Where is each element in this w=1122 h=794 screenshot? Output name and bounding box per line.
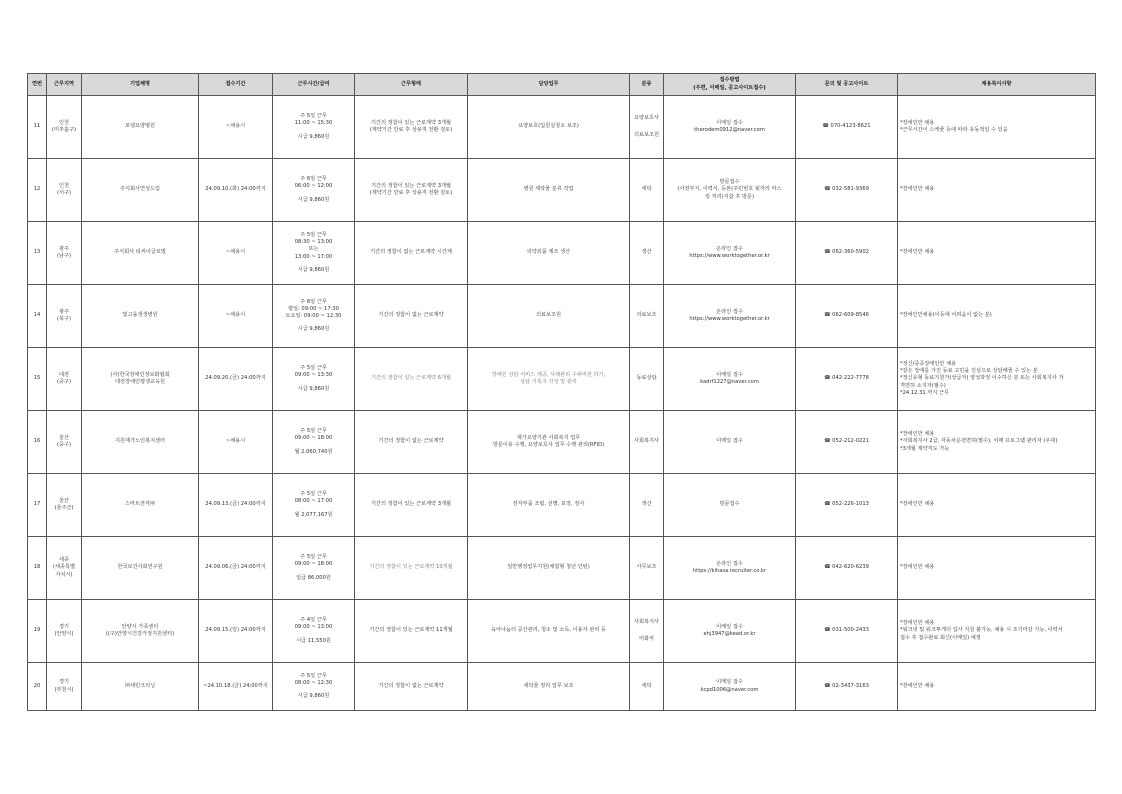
hours-line: 주 4일 근무 (300, 617, 327, 624)
region-line: 경기 (58, 623, 70, 630)
notes-line: *사회복지사 2급, 자동차운전면허(필수), 치매 프로그램 관리자 (우대) (900, 438, 1058, 445)
cell-category (630, 285, 664, 348)
hours-line: 주 5일 근무 (300, 231, 327, 238)
hours-line: 주 5일 근무 (300, 113, 327, 120)
category-line: 의료보조 (636, 312, 657, 319)
cell-period: 24.09.10.(화) 24:00까지 (199, 159, 273, 222)
pay-line: 일급 86,000원 (296, 574, 331, 581)
table-row (28, 348, 1096, 411)
cell-method (664, 411, 796, 474)
notes-line: *장애인만채용(이동에 어려움이 없는 분) (900, 312, 992, 319)
cell-notes (898, 285, 1096, 348)
type-line: 기간의 정함이 있는 근로계약 6개월 (370, 375, 452, 382)
cell-type (355, 159, 468, 222)
cell-hours-pay (273, 348, 355, 411)
cell-method (664, 663, 796, 711)
hours-line: 주 6일 근무 (300, 298, 327, 305)
category-line: 사회복지사 (633, 438, 660, 445)
cell-type (355, 285, 468, 348)
table-row (28, 663, 1096, 711)
category-line: 생산 (641, 249, 652, 256)
table-row (28, 537, 1096, 600)
method-line: 방문접수 (719, 501, 740, 508)
cell-type (355, 222, 468, 285)
duty-line: 일반행정업무지원(체험형 청년 인턴) (507, 564, 590, 571)
region-line: (세종특별 (52, 564, 76, 571)
method-line: 온라인 접수 (716, 560, 743, 567)
cell-method (664, 222, 796, 285)
cell-region (47, 96, 82, 159)
method-line: 이메일 접수 (716, 438, 743, 445)
cell-method (664, 537, 796, 600)
cell-no: 14 (28, 285, 47, 348)
cell-duty (468, 600, 630, 663)
header-hours-pay: 근무시간/급여 (273, 74, 355, 96)
cell-type (355, 537, 468, 600)
region-line: (미추홀구) (51, 127, 77, 133)
cell-type (355, 663, 468, 711)
hours-line: 또는 (308, 246, 319, 253)
notes-line: *24.12.31.까지 근무 (900, 389, 950, 396)
cell-category (630, 96, 664, 159)
spacer (632, 122, 661, 132)
cell-duty (468, 96, 630, 159)
region-line: (부천시) (54, 686, 74, 693)
method-line: 킹 처리)지참 후 방문) (704, 193, 755, 200)
method-line: kadrf1227@naver.com (700, 379, 759, 385)
hours-line: 08:30 ~ 13:00 (294, 239, 333, 246)
category-line: 동료상담 (636, 375, 657, 382)
cell-duty (468, 537, 630, 600)
pay-line: 시급 9,860원 (297, 385, 330, 392)
cell-type (355, 411, 468, 474)
cell-no: 20 (28, 663, 47, 711)
method-line: 온라인 접수 (716, 308, 743, 315)
pay-line: 시급 11,550원 (296, 637, 331, 644)
cell-company (82, 159, 199, 222)
cell-contact: ☎ 032-581-9369 (796, 159, 898, 222)
method-line: 온라인 접수 (716, 245, 743, 252)
method-line: ehj3947@kead.or.kr (703, 631, 756, 637)
category-line: 의료보조원 (633, 132, 660, 138)
duty-line: 방문이용 수행, 요양보호사 업무 수행 관리(RFID) (492, 442, 605, 448)
notes-line: *장애인만 채용 (900, 431, 935, 438)
cell-contact: ☎ 042-222-7778 (796, 348, 898, 411)
cell-method (664, 348, 796, 411)
notes-line: *장애인만 채용 (900, 501, 935, 508)
cell-period: 24.09.15.(일) 24:00까지 (199, 600, 273, 663)
header-period: 접수기간 (199, 74, 273, 96)
cell-hours-pay (273, 663, 355, 711)
cell-method (664, 600, 796, 663)
duty-line: 장애인 상담 서비스 제공, 사례관리 수퍼비전 하기, (491, 371, 606, 378)
cell-notes (898, 348, 1096, 411)
region-line: (안양시) (54, 631, 74, 637)
type-line: 기간의 정함이 있는 근로계약 11개월 (369, 627, 453, 634)
cell-method (664, 96, 796, 159)
company-line: 대전장애인평생교육원 (114, 379, 166, 385)
cell-notes (898, 159, 1096, 222)
company-line: (사)한국장애인정보화협회 (110, 371, 170, 378)
duty-line: 세탁물 정리 업무 보조 (523, 682, 574, 689)
duty-line: 상담 기록지 작성 및 관리 (520, 379, 577, 385)
notes-line: *장애인만 채용 (900, 564, 935, 571)
table-row (28, 159, 1096, 222)
hours-line: 토요일: 09:00 ~ 12:30 (285, 313, 342, 319)
type-line: (계약기간 만료 후 상용직 전환 검토) (369, 190, 453, 196)
cell-region (47, 663, 82, 711)
table-row (28, 600, 1096, 663)
cell-company (82, 663, 199, 711)
cell-notes (898, 222, 1096, 285)
notes-line: *장애인만 채용 (900, 249, 935, 256)
cell-no: 15 (28, 348, 47, 411)
cell-hours-pay (273, 222, 355, 285)
company-line: ((구)안양시건강가정지원센터) (105, 631, 175, 637)
cell-period: ~채용시 (199, 285, 273, 348)
duty-line: 육아나눔터 공간관리, 청소 및 소독, 이용자 관리 등 (490, 627, 607, 634)
cell-period: ~채용시 (199, 222, 273, 285)
category-line: 세탁 (641, 186, 652, 193)
cell-contact: ☎ 052-212-0221 (796, 411, 898, 474)
notes-line: *3개월 계약직도 가능 (900, 445, 950, 452)
notes-line: 접수 후 접수완료 회신(이메일) 예정 (900, 634, 981, 641)
cell-notes (898, 600, 1096, 663)
region-line: 인천 (58, 119, 70, 126)
cell-duty (468, 159, 630, 222)
hours-line: 09:00 ~ 18:00 (294, 561, 333, 568)
region-line: (남구) (56, 253, 72, 259)
cell-duty (468, 474, 630, 537)
cell-no: 16 (28, 411, 47, 474)
cell-no: 17 (28, 474, 47, 537)
cell-region (47, 222, 82, 285)
cell-type (355, 474, 468, 537)
cell-contact: ☎ 042-620-6239 (796, 537, 898, 600)
cell-category (630, 348, 664, 411)
region-line: 세종 (58, 557, 70, 564)
header-duty: 담당업무 (468, 74, 630, 96)
method-line: 이메일 접수 (716, 119, 743, 126)
region-line: 광주 (58, 245, 70, 252)
duty-line: 의료보조원 (535, 312, 562, 319)
table-row (28, 474, 1096, 537)
region-line: (서구) (56, 190, 72, 196)
notes-line: 격면허 소지자(필수) (900, 382, 946, 389)
cell-region (47, 600, 82, 663)
category-line: 세탁 (641, 682, 652, 689)
pay-line: 시급 9,860원 (297, 196, 330, 203)
region-line: 대전 (58, 371, 70, 378)
method-line: https://www.worktogether.or.kr (689, 253, 770, 259)
cell-duty (468, 285, 630, 348)
header-region: 근무지역 (47, 74, 82, 96)
cell-method (664, 285, 796, 348)
type-line: (계약기간 만료 후 상용직 전환 검토) (369, 127, 453, 133)
cell-hours-pay (273, 411, 355, 474)
region-line: 광주 (58, 308, 70, 315)
region-line: (중구) (56, 442, 72, 448)
cell-category (630, 537, 664, 600)
company-line: 빛고을생생병원 (122, 312, 158, 319)
cell-category (630, 474, 664, 537)
method-line: https://kihasa.recruiter.co.kr (692, 568, 767, 574)
header-method-line2: (우편, 이메일, 공고사이트접수) (693, 84, 766, 91)
cell-company (82, 285, 199, 348)
region-line: 인천 (58, 182, 70, 189)
cell-duty (468, 222, 630, 285)
hours-line: 09:00 ~ 13:00 (294, 624, 333, 631)
method-line: 이메일 접수 (716, 679, 743, 686)
notes-line: *정신/중증장애인만 채용 (900, 360, 957, 367)
pay-line: 시급 9,860원 (297, 266, 330, 273)
cell-contact: ☎ 070-4123-8621 (796, 96, 898, 159)
duty-line: 요양보호(입원실청소 보조) (518, 123, 579, 130)
method-line: 이메일 접수 (716, 371, 743, 378)
category-line: 사회복지사 (633, 618, 660, 625)
cell-no: 12 (28, 159, 47, 222)
table-row (28, 222, 1096, 285)
method-line: therodem0912@naver.com (694, 127, 765, 133)
header-type: 근무형태 (355, 74, 468, 96)
method-line: (사전부지, 이력서, 등본(주민번호 뒷자리 마스 (677, 186, 782, 193)
type-line: 기간의 정함이 없는 근로계약 시간제 (370, 249, 452, 256)
type-line: 기간의 정함이 없는 근로계약 (378, 438, 444, 445)
cell-contact: ☎ 02-3437-3163 (796, 663, 898, 711)
hours-line: 08:00 ~ 12:30 (294, 679, 333, 686)
type-line: 기간의 정함이 있는 근로계약 10개월 (369, 564, 453, 571)
cell-notes (898, 663, 1096, 711)
pay-line: 시급 9,860원 (297, 693, 330, 700)
type-line: 기간의 정함이 있는 근로계약 3개월 (370, 119, 452, 126)
cell-method (664, 474, 796, 537)
hours-line: 11:00 ~ 15:30 (294, 120, 333, 127)
table-header-row (28, 74, 1096, 96)
cell-region (47, 411, 82, 474)
notes-line: *같은 장애를 가진 동료 고민을 진심으로 상담해줄 수 있는 분 (900, 368, 1038, 375)
header-company: 기업체명 (82, 74, 199, 96)
cell-notes (898, 474, 1096, 537)
header-no: 연번 (28, 74, 47, 96)
cell-region (47, 285, 82, 348)
cell-period: ~채용시 (199, 411, 273, 474)
cell-company (82, 411, 199, 474)
cell-hours-pay (273, 474, 355, 537)
cell-no: 13 (28, 222, 47, 285)
cell-category (630, 411, 664, 474)
hours-line: 주 5일 근무 (300, 365, 327, 372)
cell-type (355, 96, 468, 159)
cell-duty (468, 348, 630, 411)
company-line: 한국보건사회연구원 (117, 564, 163, 571)
category-line: 사무보조 (636, 564, 657, 571)
header-notes: 채용특이사항 (898, 74, 1096, 96)
cell-hours-pay (273, 96, 355, 159)
category-line: 요양보호사 (633, 114, 660, 121)
cell-hours-pay (273, 159, 355, 222)
cell-no: 18 (28, 537, 47, 600)
cell-company (82, 600, 199, 663)
hours-line: 주 5일 근무 (300, 554, 327, 561)
type-line: 기간의 정함이 없는 근로계약 (378, 682, 444, 689)
table-row (28, 96, 1096, 159)
header-method-line1: 접수방법 (719, 77, 740, 84)
region-line: 자치시) (55, 571, 73, 578)
hours-line: 09:00 ~ 18:00 (294, 435, 333, 442)
cell-period: ~채용시 (199, 96, 273, 159)
type-line: 기간의 정함이 있는 근로계약 3개월 (370, 501, 452, 508)
hours-line: 09:00 ~ 13:30 (294, 372, 333, 379)
company-line: 스마트전자㈜ (124, 501, 156, 508)
cell-region (47, 159, 82, 222)
method-line: kcpd1006@naver.com (700, 686, 759, 693)
header-contact: 문의 및 공고사이트 (796, 74, 898, 96)
duty-line: 병원 세탁물 분류 작업 (523, 186, 574, 193)
category-line: 미화직 (638, 636, 655, 642)
company-line: 지원재가노인복지센터 (114, 438, 166, 445)
notes-line: *정신유형 동료지원가(상급자) 양성과정 이수하신 분 또는 사회복지사 자 (900, 375, 1064, 382)
job-listing-table (27, 73, 1096, 711)
cell-hours-pay (273, 285, 355, 348)
duty-line: 의약외품 제조 생산 (526, 249, 571, 256)
cell-region (47, 537, 82, 600)
company-line: 주식회사연성드림 (119, 186, 161, 193)
region-line: (북구) (56, 316, 72, 322)
cell-duty (468, 663, 630, 711)
cell-category (630, 663, 664, 711)
duty-line: 재가요양기관 사회복지 업무 (516, 434, 581, 441)
method-line: 방문접수 (719, 179, 740, 186)
cell-contact: ☎ 062-360-5902 (796, 222, 898, 285)
header-category: 분류 (630, 74, 664, 96)
table-row (28, 411, 1096, 474)
table-row (28, 285, 1096, 348)
cell-no: 19 (28, 600, 47, 663)
cell-notes (898, 411, 1096, 474)
spacer (632, 626, 661, 636)
cell-hours-pay (273, 537, 355, 600)
header-method (664, 74, 796, 96)
duty-line: 전자부품 조립, 선별, 포장, 검사 (512, 501, 585, 508)
cell-type (355, 600, 468, 663)
method-line: https://www.worktogether.or.kr (689, 316, 770, 322)
hours-line: 08:00 ~ 17:00 (294, 498, 333, 505)
region-line: (중구) (56, 379, 72, 385)
region-line: (울주군) (54, 505, 74, 511)
notes-line: *장애인만 채용 (900, 620, 935, 627)
cell-company (82, 222, 199, 285)
company-line: 로뎀요양병원 (124, 123, 156, 130)
cell-contact: ☎ 031-500-2433 (796, 600, 898, 663)
notes-line: *워크넷 및 워크투게더 입사 지원 불가능, 채용 시 조기마감 가능, 이력서 (900, 627, 1063, 634)
cell-period: 24.09.13.(금) 24:00까지 (199, 474, 273, 537)
cell-period: 24.09.20.(금) 24:00까지 (199, 348, 273, 411)
type-line: 기간의 정함이 있는 근로계약 3개월 (370, 182, 452, 189)
notes-line: *장애인만 채용 (900, 119, 935, 126)
hours-line: 주 6일 근무 (300, 176, 327, 183)
cell-contact: ☎ 062-609-8546 (796, 285, 898, 348)
hours-line: 평일: 09:00 ~ 17:30 (288, 305, 339, 312)
cell-contact: ☎ 052-226-1013 (796, 474, 898, 537)
cell-region (47, 348, 82, 411)
cell-duty (468, 411, 630, 474)
cell-category (630, 159, 664, 222)
notes-line: *근무시간이 스케줄 등에 따라 유동적일 수 있음 (900, 127, 1008, 133)
cell-type (355, 348, 468, 411)
cell-region (47, 474, 82, 537)
pay-line: 시급 9,860원 (297, 133, 330, 140)
hours-line: 주 5일 근무 (300, 491, 327, 498)
cell-period: ~24.10.18.(금) 24:00까지 (199, 663, 273, 711)
region-line: 울산 (58, 497, 70, 504)
cell-company (82, 348, 199, 411)
region-line: 울산 (58, 434, 70, 441)
hours-line: 주 5일 근무 (300, 672, 327, 679)
region-line: 경기 (58, 679, 70, 686)
company-line: 안양시 가족센터 (121, 623, 159, 630)
cell-company (82, 474, 199, 537)
notes-line: *장애인만 채용 (900, 682, 935, 689)
cell-method (664, 159, 796, 222)
cell-no: 11 (28, 96, 47, 159)
company-line: 주식회사 티씨이글로벌 (114, 249, 166, 256)
cell-company (82, 537, 199, 600)
cell-period: 24.09.06.(금) 24:00까지 (199, 537, 273, 600)
cell-hours-pay (273, 600, 355, 663)
cell-category (630, 600, 664, 663)
cell-category (630, 222, 664, 285)
hours-line: 06:00 ~ 12:00 (294, 183, 333, 190)
company-line: ㈜세민크리닝 (124, 682, 156, 689)
cell-notes (898, 96, 1096, 159)
hours-line: 13:00 ~ 17:00 (294, 253, 333, 260)
pay-line: 월 2,077,167원 (294, 511, 333, 518)
notes-line: *장애인만 채용 (900, 186, 935, 193)
pay-line: 시급 9,860원 (297, 326, 330, 333)
cell-notes (898, 537, 1096, 600)
cell-company (82, 96, 199, 159)
category-line: 생산 (641, 501, 652, 508)
hours-line: 주 5일 근무 (300, 428, 327, 435)
type-line: 기간의 정함이 없는 근로계약 (378, 312, 444, 319)
pay-line: 월 2,060,740원 (294, 448, 333, 455)
method-line: 이메일 접수 (716, 623, 743, 630)
